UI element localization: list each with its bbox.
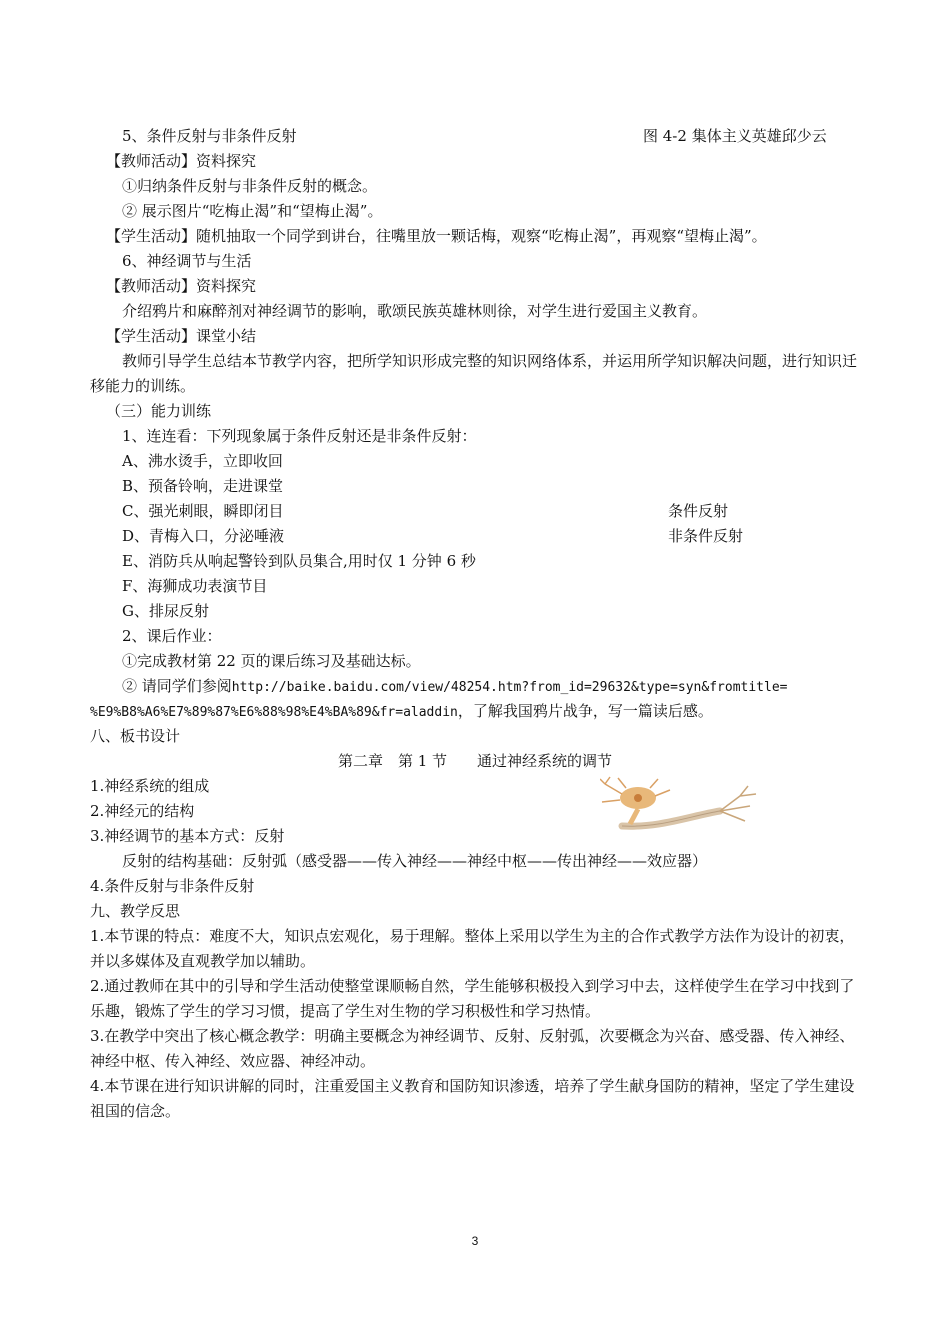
exercise-1: 1、连连看：下列现象属于条件反射还是非条件反射：: [122, 427, 477, 445]
homework-2-cont: [90, 700, 713, 724]
exercise-2: 2、课后作业：: [122, 627, 222, 645]
section-board-design: 八、板书设计: [90, 727, 181, 745]
board-item-4: 4.条件反射与非条件反射: [90, 877, 255, 895]
homework-2-text: ② 请同学们参阅: [122, 677, 232, 695]
neuron-illustration: [600, 776, 760, 834]
option-e: E、消防兵从响起警铃到队员集合,用时仅 1 分钟 6 秒: [122, 552, 476, 570]
student-activity-label: 【学生活动】课堂小结: [106, 327, 257, 345]
board-item-3a: 反射的结构基础：反射弧（感受器——传入神经——神经中枢——传出神经——效应器）: [122, 852, 708, 870]
heading-5: 5、条件反射与非条件反射: [122, 127, 297, 145]
reflection-3: 3.在教学中突出了核心概念教学：明确主要概念为神经调节、反射、反射弧，次要概念为兴奋、感受器、传入神经、神经中枢、传入神经、效应器、神经冲动。: [90, 1027, 855, 1070]
board-item-3: 3.神经调节的基本方式：反射: [90, 827, 285, 845]
reflection-2: 2.通过教师在其中的引导和学生活动使整堂课顺畅自然，学生能够积极投入到学习中去，这样使学生在学习中找到了乐趣，锻炼了学生的学习习惯，提高了学生对生物的学习积极性和学习热情。: [90, 977, 855, 1020]
section-ability-training: （三）能力训练: [106, 402, 212, 420]
page-number: 3: [471, 1234, 479, 1248]
option-c: C、强光刺眼，瞬即闭目: [122, 502, 284, 520]
board-item-1: 1.神经系统的组成: [90, 777, 210, 795]
reference-link-cont[interactable]: %E9%B8%A6%E7%89%87%E6%88%98%E4%BA%89&fr=aladdin: [90, 705, 458, 720]
section-reflection: 九、教学反思: [90, 902, 181, 920]
homework-2-tail: ，了解我国鸦片战争，写一篇读后感。: [457, 702, 713, 720]
reference-link[interactable]: http://baike.baidu.com/view/48254.htm?from_id=29632&type=syn&fromtitle=: [231, 680, 788, 695]
option-g: G、排尿反射: [122, 602, 209, 620]
answer-unconditioned: 非条件反射: [668, 527, 744, 545]
heading-6: 6、神经调节与生活: [122, 252, 252, 270]
figure-caption: 图 4-2 集体主义英雄邱少云: [643, 127, 827, 145]
homework-2: [122, 675, 787, 699]
teacher-activity-label: 【教师活动】资料探究: [106, 277, 257, 295]
reflection-1: 1.本节课的特点：难度不大，知识点宏观化，易于理解。整体上采用以学生为主的合作式教学方法作为设计的初衷，并以多媒体及直观教学加以辅助。: [90, 927, 855, 970]
answer-conditioned: 条件反射: [668, 502, 729, 520]
text-line: ② 展示图片“吃梅止渴”和“望梅止渴”。: [122, 202, 383, 220]
teacher-activity-label: 【教师活动】资料探究: [106, 152, 257, 170]
board-item-2: 2.神经元的结构: [90, 802, 195, 820]
reflection-4: 4.本节课在进行知识讲解的同时，注重爱国主义教育和国防知识渗透，培养了学生献身国防的精神，坚定了学生建设祖国的信念。: [90, 1077, 855, 1120]
summary-paragraph: 教师引导学生总结本节教学内容，把所学知识形成完整的知识网络体系，并运用所学知识解决问题，进行知识迁移能力的训练。: [90, 352, 858, 395]
option-d: D、青梅入口，分泌唾液: [122, 527, 285, 545]
text-line: 介绍鸦片和麻醉剂对神经调节的影响，歌颂民族英雄林则徐，对学生进行爱国主义教育。: [122, 302, 708, 320]
option-f: F、海狮成功表演节目: [122, 577, 268, 595]
text-line: ①归纳条件反射与非条件反射的概念。: [122, 177, 378, 195]
homework-1: ①完成教材第 22 页的课后练习及基础达标。: [122, 652, 421, 670]
board-title: 第二章 第 1 节 通过神经系统的调节: [337, 752, 613, 770]
student-activity-line: 【学生活动】随机抽取一个同学到讲台，往嘴里放一颗话梅，观察“吃梅止渴”，再观察“望梅止渴”。: [106, 227, 767, 245]
option-a: A、沸水烫手，立即收回: [122, 452, 283, 470]
option-b: B、预备铃响，走进课堂: [122, 477, 284, 495]
